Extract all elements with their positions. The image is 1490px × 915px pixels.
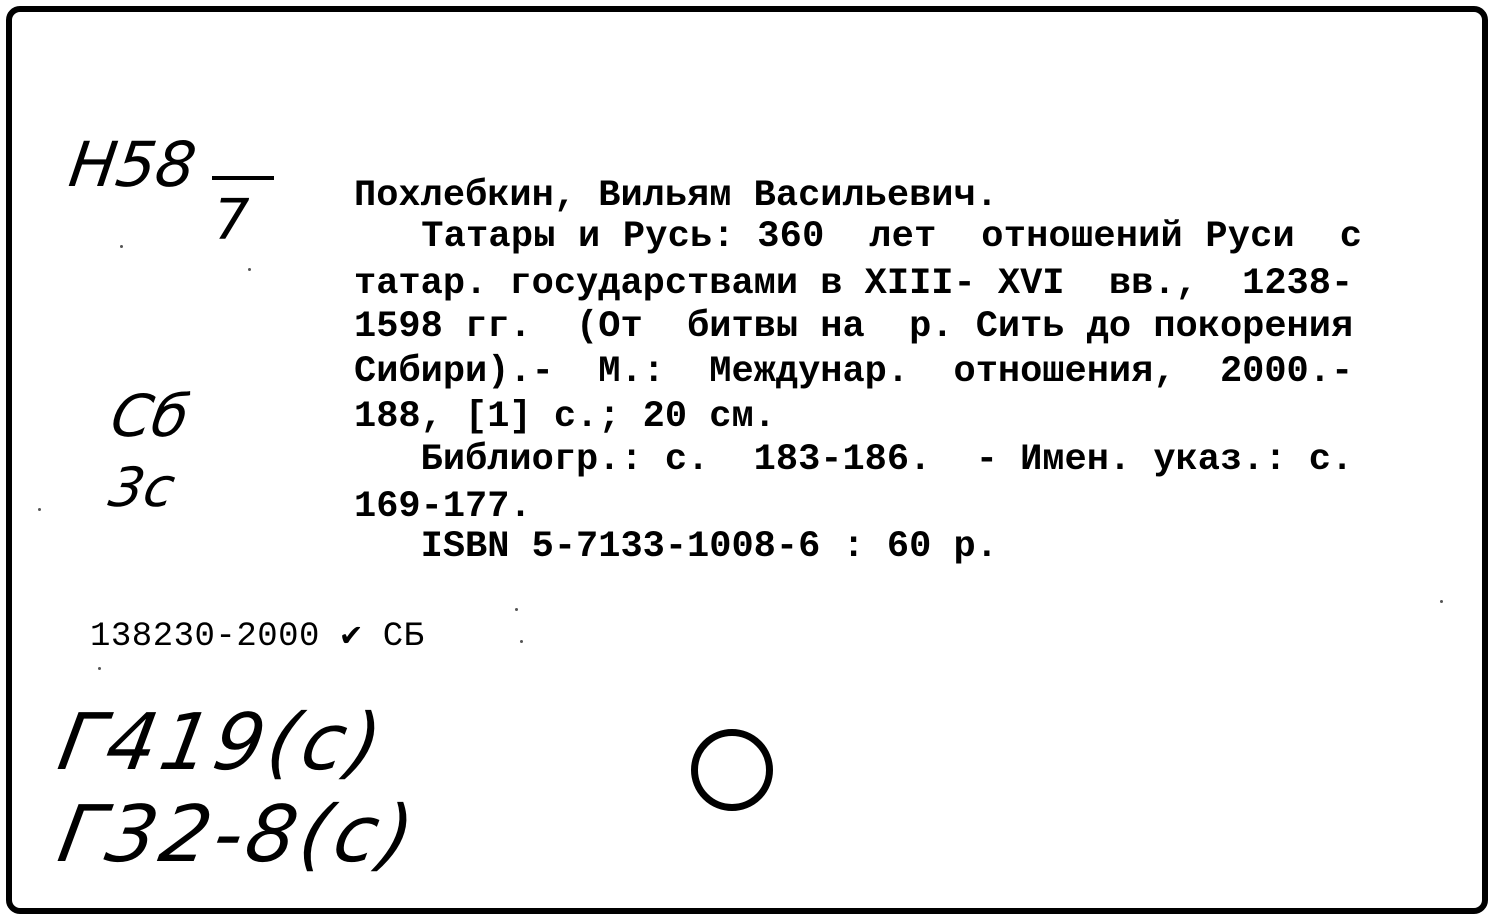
record-isbn: ISBN 5-7133-1008-6 : 60 р. (354, 526, 998, 568)
scan-speck (38, 508, 41, 511)
handwritten-code-2: Г32-8(с) (52, 790, 425, 880)
scan-speck (248, 268, 251, 271)
record-notes-line-1: Библиогр.: с. 183-186. - Имен. указ.: с. (354, 439, 1354, 481)
shelf-mark-bottom: 7 (214, 188, 250, 253)
record-title-line-2: татар. государствами в XIII- XVI вв., 1238- (354, 263, 1354, 305)
record-title-line-4: Сибири).- М.: Междунар. отношения, 2000.- (354, 351, 1354, 393)
record-title-line-1: Татары и Русь: 360 лет отношений Руси с (354, 216, 1363, 258)
scan-speck (98, 667, 101, 670)
handwritten-note-2: 3с (104, 456, 180, 519)
shelf-mark-top: Н58 (64, 128, 201, 201)
record-title-line-3: 1598 гг. (От битвы на р. Сить до покорения (354, 306, 1354, 348)
record-notes-line-2: 169-177. (354, 486, 532, 528)
punch-hole (691, 729, 773, 811)
shelf-mark-fraction-line (212, 176, 274, 180)
scan-speck (1440, 600, 1443, 603)
inventory-number: 138230-2000 ✔ СБ (90, 618, 425, 656)
record-title-line-5: 188, [1] с.; 20 см. (354, 396, 776, 438)
record-author: Похлебкин, Вильям Васильевич. (354, 175, 998, 217)
handwritten-note-1: Сб (106, 382, 195, 450)
handwritten-code-1: Г419(с) (52, 698, 393, 788)
scan-speck (120, 245, 123, 248)
scan-speck (520, 640, 523, 643)
scan-speck (515, 608, 518, 611)
